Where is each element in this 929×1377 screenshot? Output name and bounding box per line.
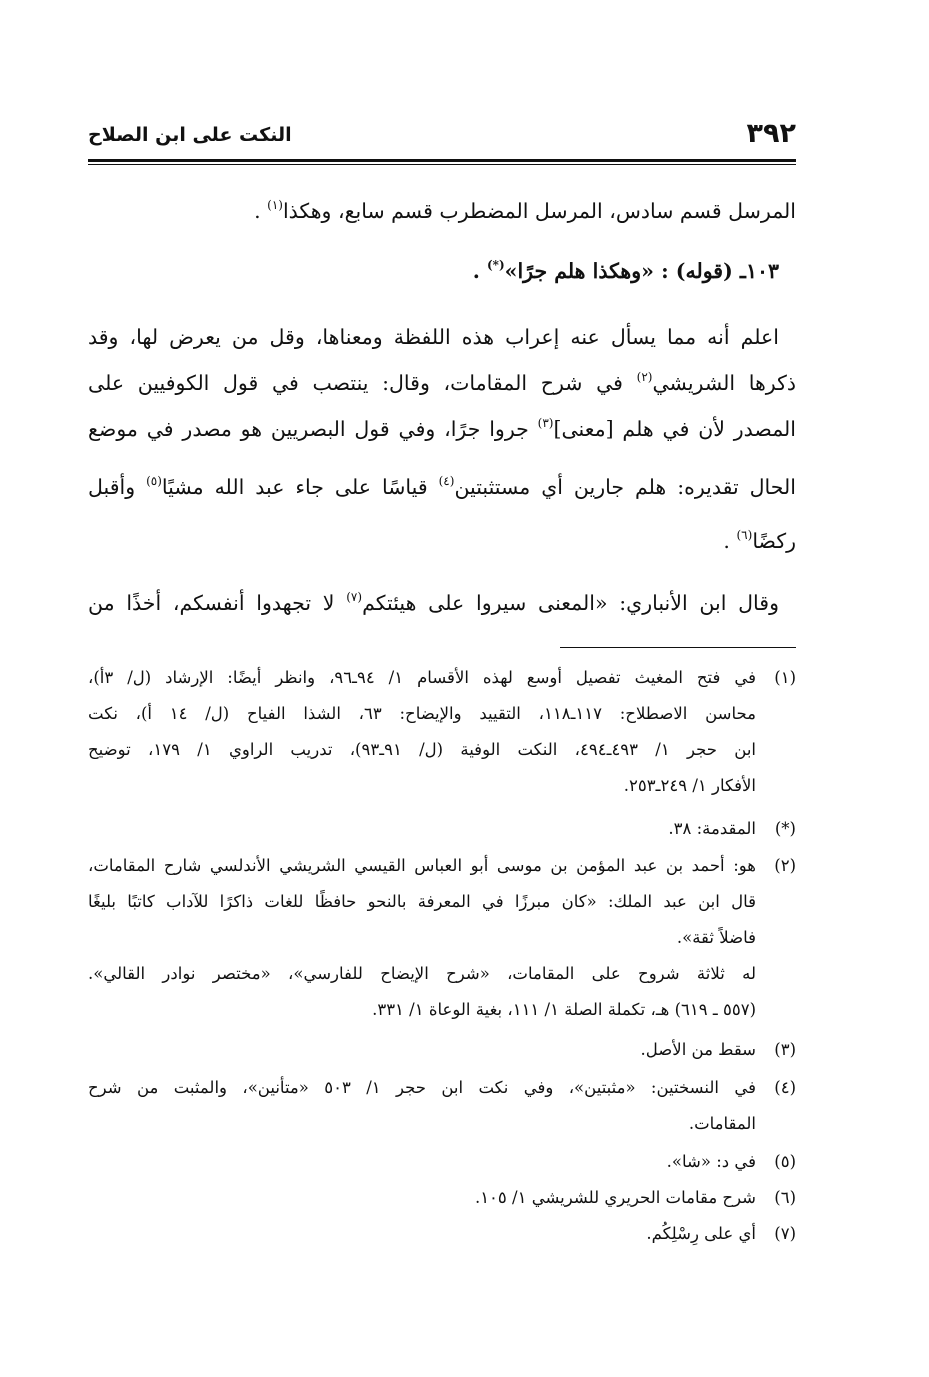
footnote-number: (٤): [774, 1078, 796, 1097]
footnote-7: (٧)أي على رِسْلِكُم.: [88, 1220, 796, 1248]
footnote-number: (١): [774, 668, 797, 687]
footnote-number: (٦): [774, 1188, 796, 1207]
footnote-4: (٤)في النسختين: «مثبتين»، وفي نكت ابن حجر ١/ ٥٠٣ «متأنين»، والمثبت من شرح: [88, 1074, 796, 1102]
header-rule-thin: [88, 164, 796, 165]
heading-text: ١٠٣ـ (قوله) : «وهكذا هلم جرًا»: [504, 259, 779, 283]
section-heading: ١٠٣ـ (قوله) : «وهكذا هلم جرًا»(*) .: [472, 258, 779, 283]
footnote-3: (٣)سقط من الأصل.: [88, 1036, 796, 1064]
running-header: [88, 118, 796, 158]
footnote-number: (٥): [774, 1152, 796, 1171]
footnote-5: (٥)في د: «شا».: [88, 1148, 796, 1176]
footnote-1-line-3: ابن حجر ١/ ٤٩٣ـ٤٩٤، النكت الوفية (ل/ ٩١ـ٩٣)، تدريب الراوي ١/ ١٧٩، توضيح: [88, 740, 757, 759]
body-line-8: وقال ابن الأنباري: «المعنى سيروا على هيئتكم$^{(٧)}$ لا تجهدوا أنفسكم، أخذًا من: [88, 590, 779, 615]
header-rule: [88, 159, 796, 162]
body-line-6: الحال تقديره: هلم جارين أي مستثبتين$^{(٤)}$ قياسًا على جاء عبد الله مشيًا$^{(٥)}$ وأقبل: [88, 474, 796, 499]
footnote-2-line-2: قال ابن عبد الملك: «كان مبرزًا في المعرفة بالنحو حافظًا للغات ذاكرًا للآداب كاتبًا بليغًا: [88, 892, 756, 911]
footnote-number: (٧): [774, 1224, 796, 1243]
body-line-4: ذكرها الشريشي$^{(٢)}$ في شرح المقامات، وقال: ينتصب في قول الكوفيين على: [88, 370, 796, 395]
body-line-1: المرسل قسم سادس، المرسل المضطرب قسم سابع، وهكذا$^{(١)}$ .: [254, 198, 796, 223]
footnote-ref: (٦): [736, 528, 753, 542]
footnote-ref: (٧): [346, 590, 363, 604]
footnote-ref: (*): [486, 258, 505, 272]
footnote-2-line-3: فاضلاً ثقة».: [676, 928, 756, 947]
footnote-1-line-4: الأفكار ١/ ٢٤٩ـ٢٥٣.: [623, 776, 756, 795]
page-number: ٣٩٢: [746, 118, 796, 149]
footnote-4-line-2: المقامات.: [688, 1114, 756, 1133]
footnote-number: (٣): [774, 1040, 796, 1059]
footnote-number: (*): [774, 819, 796, 838]
footnote-2: (٢)هو: أحمد بن عبد المؤمن بن موسى أبو العباس القيسي الشريشي الأندلسي شارح المقامات،: [88, 852, 796, 880]
footnote-separator: [560, 647, 796, 648]
footnote-2-line-5: (٥٥٧ ـ ٦١٩) هـ، تكملة الصلة ١/ ١١١، بغية الوعاة ١/ ٣٣١.: [372, 1000, 756, 1019]
footnote-ref: (٤): [438, 474, 455, 488]
footnote-star: (*)المقدمة: ٣٨.: [88, 815, 796, 843]
footnote-6: (٦)شرح مقامات الحريري للشريشي ١/ ١٠٥.: [88, 1184, 796, 1212]
body-line-5: المصدر لأن في هلم [معنى]$^{(٣)}$ جروا جرًا، وفي قول البصريين هو مصدر في موضع: [88, 416, 796, 441]
body-line-7: ركضًا$^{(٦)}$ .: [723, 528, 796, 553]
footnote-ref: (٣): [537, 416, 554, 430]
footnote-ref: (٢): [636, 370, 653, 384]
footnote-1: (١)في فتح المغيث تفصيل أوسع لهذه الأقسام ١/ ٩٤ـ٩٦، وانظر أيضًا: الإرشاد (ل/ ٣أ)،: [88, 664, 796, 692]
body-line-3: اعلم أنه مما يسأل عنه إعراب هذه اللفظة ومعناها، وقل من يعرض لها، وقد: [88, 325, 779, 349]
footnote-ref: (٥): [146, 474, 162, 488]
footnote-number: (٢): [774, 856, 796, 875]
running-title: النكت على ابن الصلاح: [88, 124, 292, 146]
footnote-2-line-4: له ثلاثة شروح على المقامات، «شرح الإيضاح للفارسي»، «مختصر نوادر القالي».: [88, 964, 756, 983]
footnote-ref: (١): [267, 198, 283, 212]
footnote-1-line-2: محاسن الاصطلاح: ١١٧ـ١١٨، التقييد والإيضاح: ٦٣، الشذا الفياح (ل/ ١٤ أ)، نكت: [88, 704, 756, 723]
